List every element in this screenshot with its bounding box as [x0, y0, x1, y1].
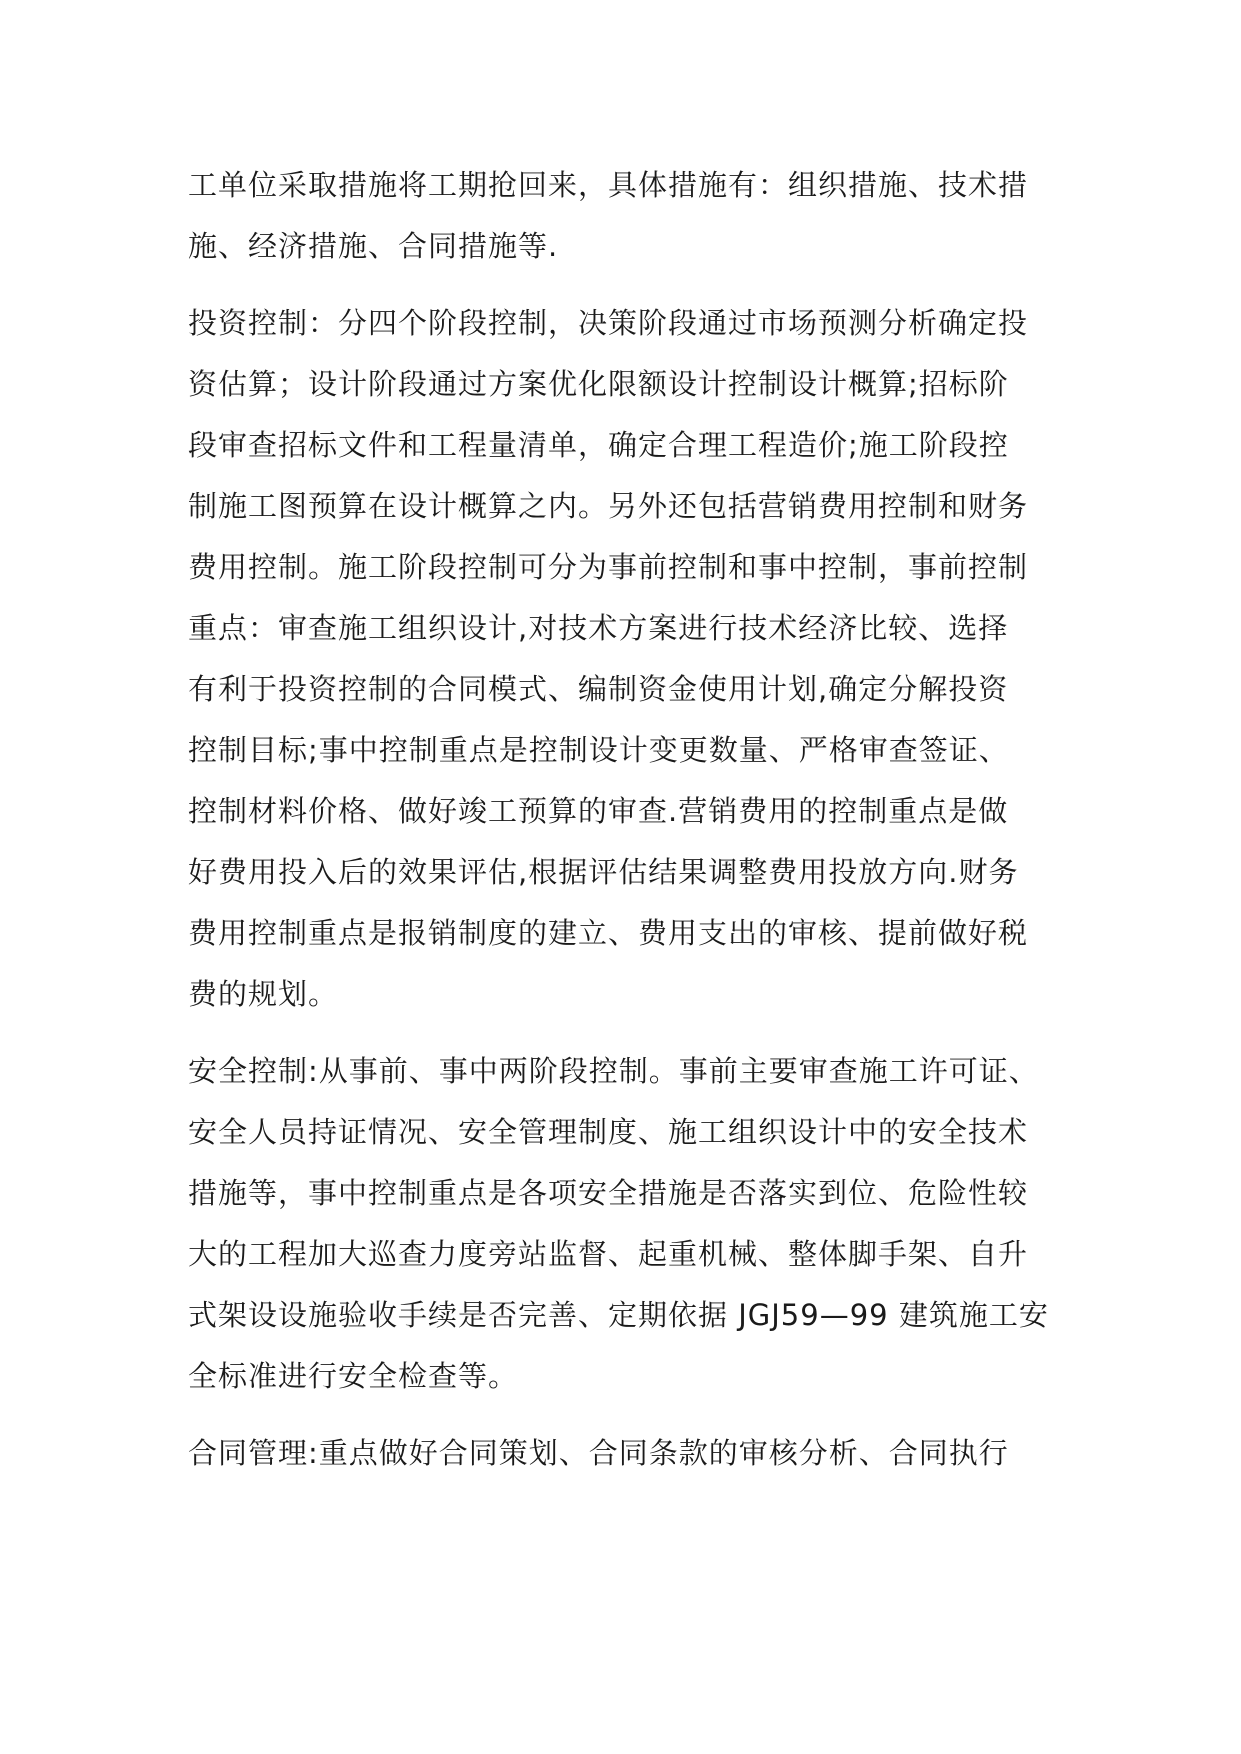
document-body — [188, 155, 1066, 1484]
text-line: 有利于投资控制的合同模式、编制资金使用计划,确定分解投资 — [188, 672, 1009, 706]
text-line: 费用控制重点是报销制度的建立、费用支出的审核、提前做好税 — [188, 916, 1029, 950]
text-line: 控制目标;事中控制重点是控制设计变更数量、严格审查签证、 — [188, 733, 1009, 767]
text-line: 重点：审查施工组织设计,对技术方案进行技术经济比较、选择 — [188, 611, 1009, 645]
text-line: 全标准进行安全检查等。 — [188, 1359, 519, 1393]
paragraph-spacer — [188, 1025, 1066, 1041]
text-line: 施、经济措施、合同措施等. — [188, 229, 559, 263]
text-line: 制施工图预算在设计概算之内。另外还包括营销费用控制和财务 — [188, 489, 1029, 523]
text-line: 控制材料价格、做好竣工预算的审查.营销费用的控制重点是做 — [188, 794, 1009, 828]
text-line: 投资控制：分四个阶段控制，决策阶段通过市场预测分析确定投 — [188, 306, 1029, 340]
text-line: 段审查招标文件和工程量清单，确定合理工程造价;施工阶段控 — [188, 428, 1009, 462]
text-line: 安全控制:从事前、事中两阶段控制。事前主要审查施工许可证、 — [188, 1054, 1039, 1088]
paragraph-spacer — [188, 1407, 1066, 1423]
text-line: 合同管理:重点做好合同策划、合同条款的审核分析、合同执行 — [188, 1436, 1009, 1470]
text-line: 好费用投入后的效果评估,根据评估结果调整费用投放方向.财务 — [188, 855, 1019, 889]
text-line: 费的规划。 — [188, 977, 339, 1011]
text-line: 费用控制。施工阶段控制可分为事前控制和事中控制，事前控制 — [188, 550, 1029, 584]
text-line: 措施等，事中控制重点是各项安全措施是否落实到位、危险性较 — [188, 1176, 1029, 1210]
paragraph-investment-control — [188, 293, 1066, 1025]
text-line: 大的工程加大巡查力度旁站监督、起重机械、整体脚手架、自升 — [188, 1237, 1029, 1271]
paragraph-contract-management — [188, 1423, 1066, 1484]
paragraph-schedule-measures — [188, 155, 1066, 277]
text-line: 工单位采取措施将工期抢回来，具体措施有：组织措施、技术措 — [188, 168, 1029, 202]
text-line: 资估算；设计阶段通过方案优化限额设计控制设计概算;招标阶 — [188, 367, 1009, 401]
text-line: 安全人员持证情况、安全管理制度、施工组织设计中的安全技术 — [188, 1115, 1029, 1149]
paragraph-spacer — [188, 277, 1066, 293]
text-line: 式架设设施验收手续是否完善、定期依据 JGJ59—99 建筑施工安 — [188, 1298, 1049, 1332]
paragraph-safety-control — [188, 1041, 1066, 1407]
